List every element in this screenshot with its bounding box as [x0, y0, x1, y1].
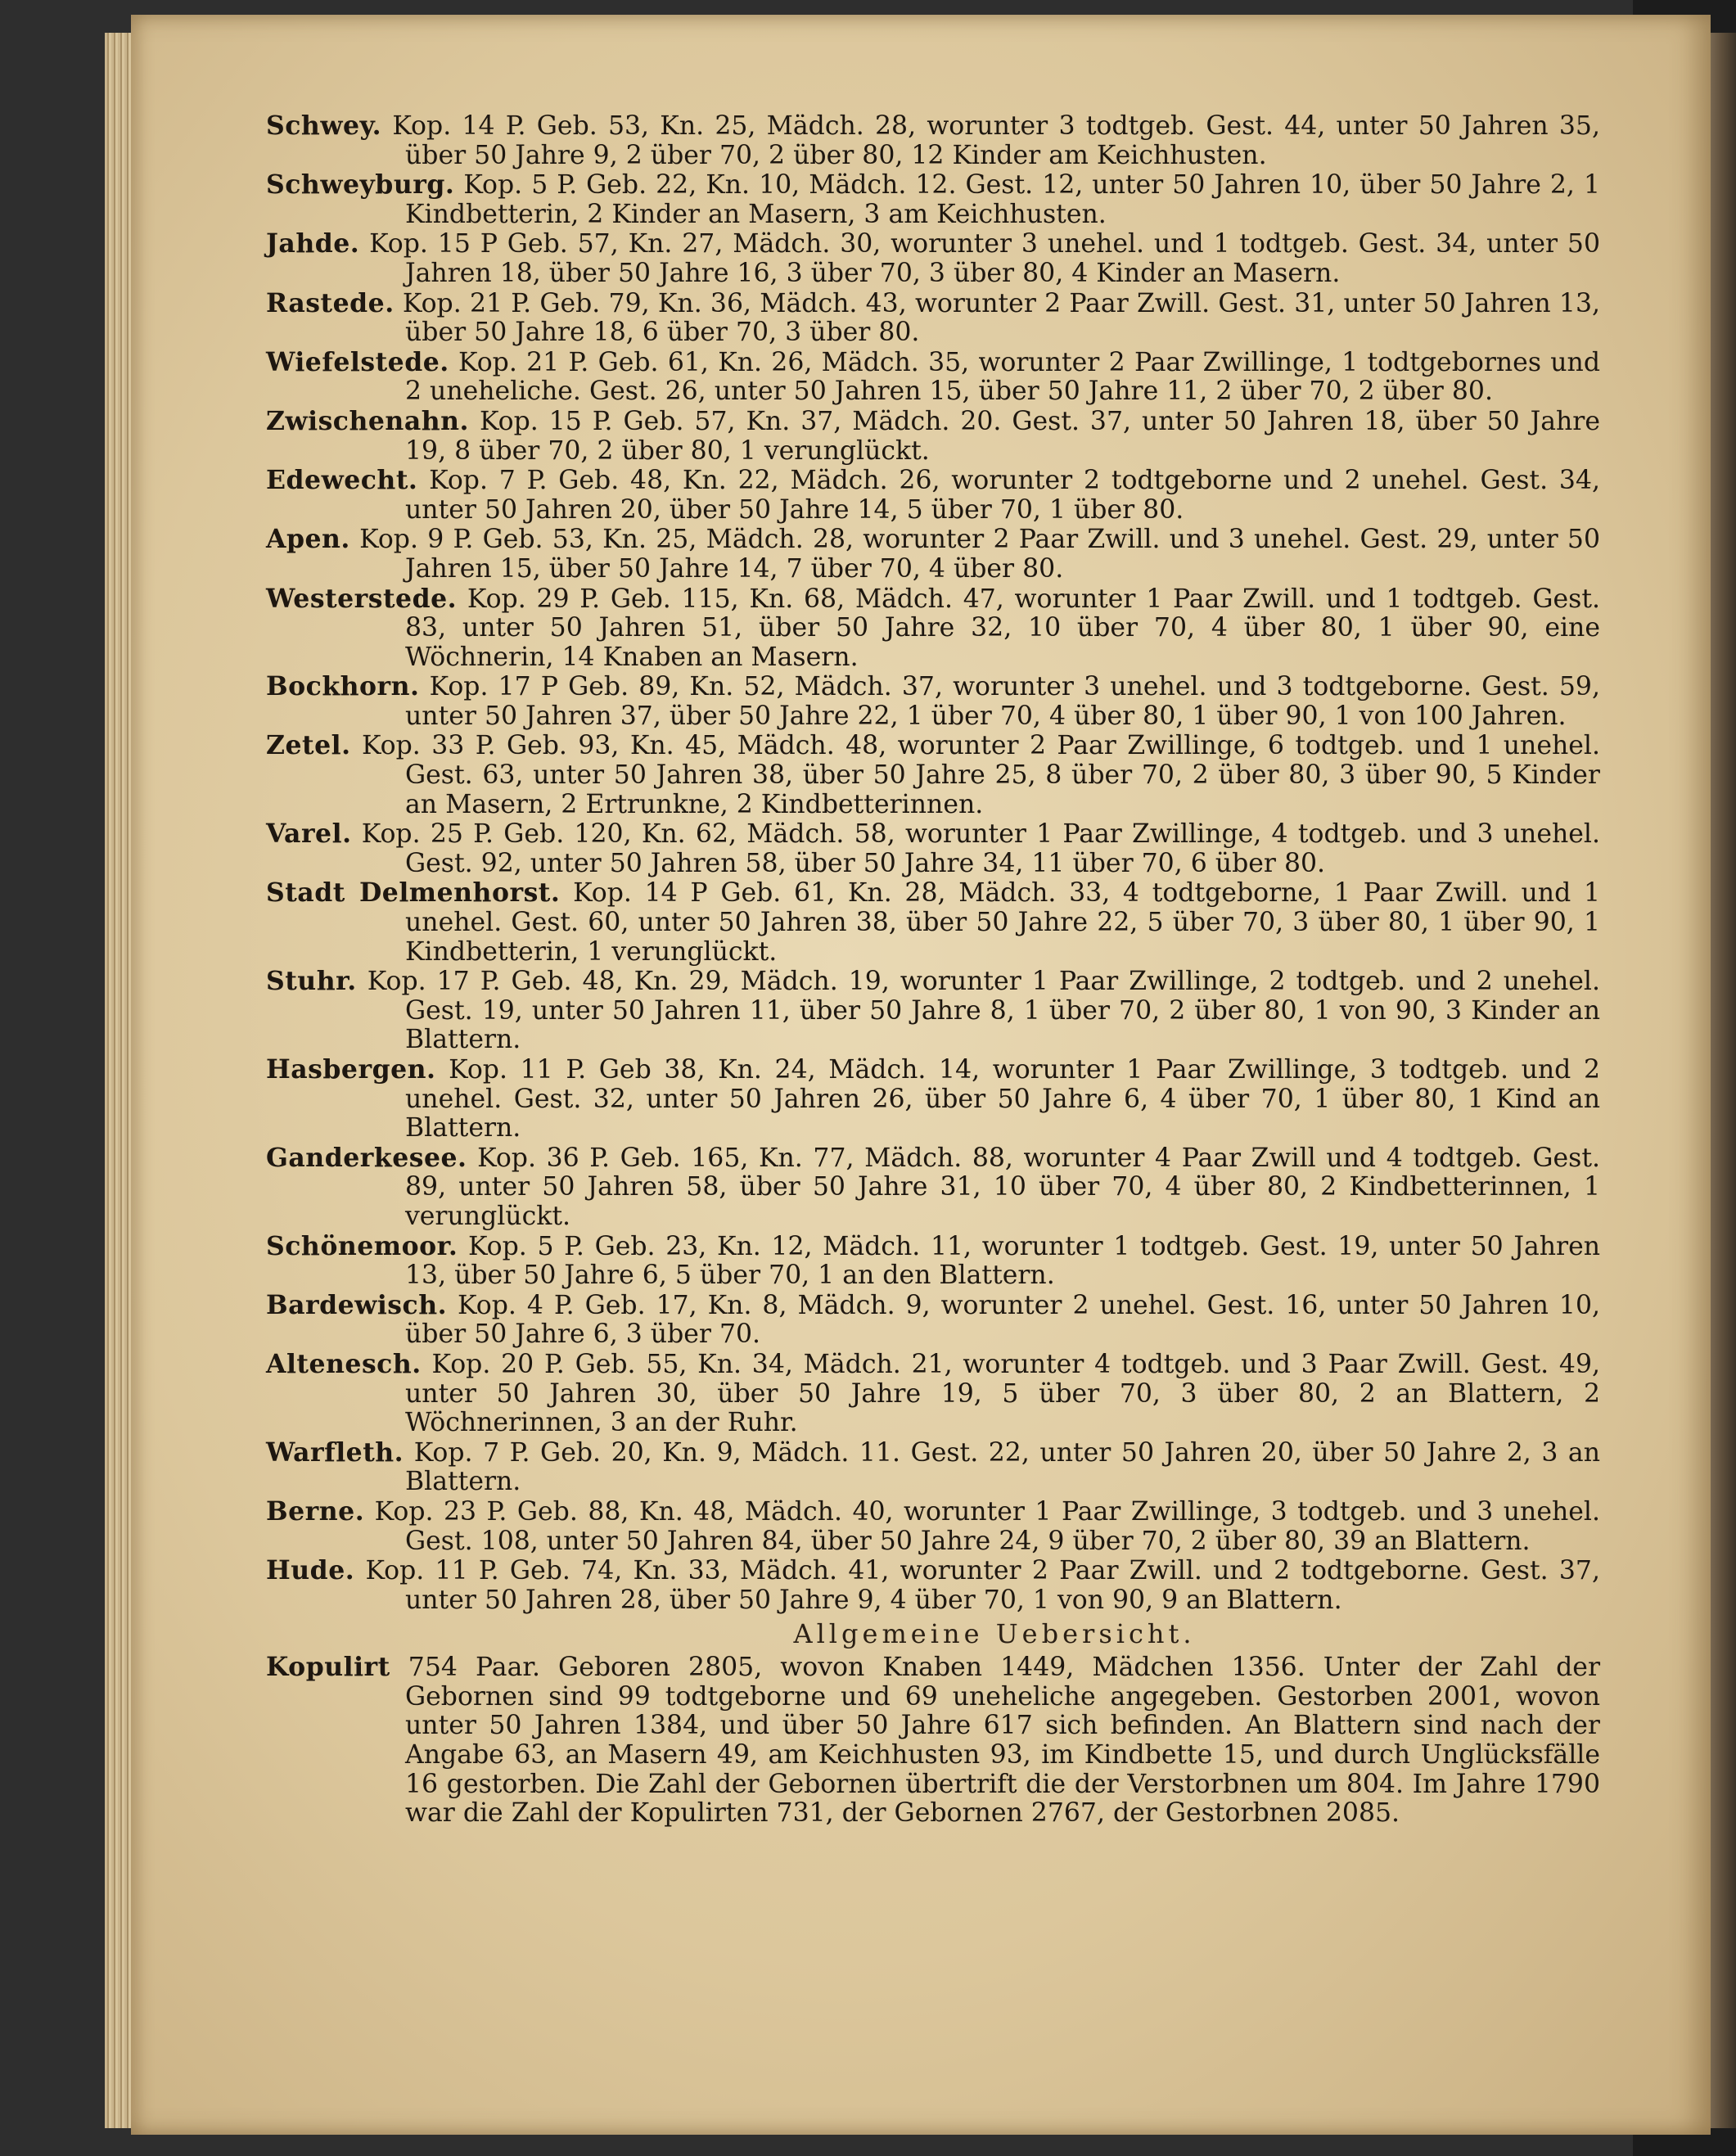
parish-name: Schweyburg. — [266, 169, 455, 201]
parish-name: Varel. — [266, 819, 352, 850]
parish-entry — [266, 170, 1600, 229]
parish-entries — [266, 111, 1600, 1829]
parish-stats: Kop. 17 P. Geb. 48, Kn. 29, Mädch. 19, worunter 1 Paar Zwillinge, 2 todtgeb. und 2 unehel. Gest. 19, unter 50 Jahren 11, über 50 Jahre 8, 1 über 70, 2 über 80, 1 von 90, 3 Kinder an Blattern. — [367, 967, 1600, 1055]
parish-stats: Kop. 17 P Geb. 89, Kn. 52, Mädch. 37, worunter 3 unehel. und 3 todtgeborne. Gest. 59, unter 50 Jahren 37, über 50 Jahre 22, 1 über 70, 4 über 80, 1 über 90, 1 von 100 Jahren. — [405, 672, 1600, 731]
parish-stats: Kop. 33 P. Geb. 93, Kn. 45, Mädch. 48, worunter 2 Paar Zwillinge, 6 todtgeb. und 1 unehel. Gest. 63, unter 50 Jahren 38, über 50 Jahre 25, 8 über 70, 2 über 80, 3 über 90, 5 Kinder an Masern, 2 Ertrunkne, 2 Kindbetterinnen. — [361, 731, 1601, 819]
parish-name: Apen. — [266, 524, 350, 555]
parish-stats: Kop. 21 P. Geb. 79, Kn. 36, Mädch. 43, worunter 2 Paar Zwill. Gest. 31, unter 50 Jahren 13, über 50 Jahre 18, 6 über 70, 3 über 80. — [402, 288, 1600, 348]
parish-entry — [266, 967, 1600, 1055]
parish-entry — [266, 229, 1600, 288]
parish-entry — [266, 525, 1600, 584]
parish-name: Stuhr. — [266, 966, 357, 997]
parish-stats: Kop. 29 P. Geb. 115, Kn. 68, Mädch. 47, worunter 1 Paar Zwill. und 1 todtgeb. Gest. 83, unter 50 Jahren 51, über 50 Jahre 32, 10 über 70, 4 über 80, 1 über 90, eine Wöchnerin, 14 Knaben an Masern. — [405, 584, 1600, 672]
parish-name: Edewecht. — [266, 465, 418, 496]
parish-entry — [266, 819, 1600, 878]
parish-entry — [266, 1438, 1600, 1497]
parish-name: Wiefelstede. — [266, 346, 449, 377]
parish-entry — [266, 878, 1600, 967]
parish-entry — [266, 111, 1600, 170]
parish-name: Hude. — [266, 1555, 355, 1586]
parish-stats: Kop. 5 P. Geb. 22, Kn. 10, Mädch. 12. Gest. 12, unter 50 Jahren 10, über 50 Jahre 2, 1 Kindbetterin, 2 Kinder an Masern, 3 am Keichhusten. — [405, 170, 1601, 229]
parish-entry — [266, 1556, 1600, 1615]
parish-entry — [266, 1350, 1600, 1438]
parish-name: Hasbergen. — [266, 1054, 436, 1085]
parish-stats: Kop. 25 P. Geb. 120, Kn. 62, Mädch. 58, worunter 1 Paar Zwillinge, 4 todtgeb. und 3 unehel. Gest. 92, unter 50 Jahren 58, über 50 Jahre 34, 11 über 70, 6 über 80. — [361, 819, 1600, 878]
parish-stats: Kop. 36 P. Geb. 165, Kn. 77, Mädch. 88, worunter 4 Paar Zwill und 4 todtgeb. Gest. 89, unter 50 Jahren 58, über 50 Jahre 31, 10 über 70, 4 über 80, 2 Kindbetterinnen, 1 verunglückt. — [405, 1143, 1600, 1231]
parish-entry — [266, 672, 1600, 731]
parish-name: Stadt Delmenhorst. — [266, 877, 561, 909]
parish-stats: Kop. 23 P. Geb. 88, Kn. 48, Mädch. 40, worunter 1 Paar Zwillinge, 3 todtgeb. und 3 unehel. Gest. 108, unter 50 Jahren 84, über 50 Jahre 24, 9 über 70, 2 über 80, 39 an Blattern. — [374, 1496, 1601, 1556]
parish-name: Ganderkesee. — [266, 1142, 467, 1173]
parish-entry — [266, 584, 1600, 673]
parish-stats: Kop. 11 P. Geb. 74, Kn. 33, Mädch. 41, worunter 2 Paar Zwill. und 2 todtgeborne. Gest. 37, unter 50 Jahren 28, über 50 Jahre 9, 4 über 70, 1 von 90, 9 an Blattern. — [365, 1556, 1600, 1615]
summary-heading: Allgemeine Uebersicht. — [793, 1618, 1196, 1650]
parish-entry — [266, 1143, 1600, 1232]
parish-name: Bockhorn. — [266, 671, 420, 702]
parish-stats: Kop. 15 P. Geb. 57, Kn. 37, Mädch. 20. Gest. 37, unter 50 Jahren 18, über 50 Jahre 19, 8 über 70, 2 über 80, 1 verunglückt. — [405, 406, 1600, 466]
parish-name: Zwischenahn. — [266, 405, 470, 436]
parish-stats: Kop. 9 P. Geb. 53, Kn. 25, Mädch. 28, worunter 2 Paar Zwill. und 3 unehel. Gest. 29, unter 50 Jahren 15, über 50 Jahre 14, 7 über 70, 4 über 80. — [359, 525, 1600, 584]
parish-entry — [266, 466, 1600, 525]
parish-name: Bardewisch. — [266, 1289, 448, 1320]
parish-stats: Kop. 15 P Geb. 57, Kn. 27, Mädch. 30, worunter 3 unehel. und 1 todtgeb. Gest. 34, unter 50 Jahren 18, über 50 Jahre 16, 3 über 70, 3 über 80, 4 Kinder an Masern. — [369, 229, 1601, 288]
parish-stats: Kop. 7 P. Geb. 48, Kn. 22, Mädch. 26, worunter 2 todtgeborne und 2 unehel. Gest. 34, unter 50 Jahren 20, über 50 Jahre 14, 5 über 70, 1 über 80. — [405, 466, 1600, 525]
parish-stats: Kop. 14 P. Geb. 53, Kn. 25, Mädch. 28, worunter 3 todtgeb. Gest. 44, unter 50 Jahren 35, über 50 Jahre 9, 2 über 70, 2 über 80, 12 Kinder am Keichhusten. — [392, 111, 1600, 170]
parish-stats: Kop. 5 P. Geb. 23, Kn. 12, Mädch. 11, worunter 1 todtgeb. Gest. 19, unter 50 Jahren 13, über 50 Jahre 6, 5 über 70, 1 an den Blattern. — [405, 1231, 1601, 1291]
parish-entry — [266, 348, 1600, 407]
parish-name: Rastede. — [266, 287, 395, 318]
parish-entry — [266, 731, 1600, 819]
parish-entry — [266, 1055, 1600, 1143]
parish-stats: Kop. 4 P. Geb. 17, Kn. 8, Mädch. 9, worunter 2 unehel. Gest. 16, unter 50 Jahren 10, über 50 Jahre 6, 3 über 70. — [405, 1290, 1601, 1350]
parish-name: Schönemoor. — [266, 1230, 458, 1261]
parish-entry — [266, 1291, 1600, 1350]
parish-entry — [266, 1497, 1600, 1556]
parish-stats: Kop. 21 P. Geb. 61, Kn. 26, Mädch. 35, worunter 2 Paar Zwillinge, 1 todtgebornes und 2 uneheliche. Gest. 26, unter 50 Jahren 15, über 50 Jahre 11, 2 über 70, 2 über 80. — [405, 347, 1600, 407]
summary-lead: Kopulirt — [266, 1652, 390, 1683]
parish-stats: Kop. 7 P. Geb. 20, Kn. 9, Mädch. 11. Gest. 22, unter 50 Jahren 20, über 50 Jahre 2, 3 an Blattern. — [405, 1437, 1600, 1497]
parish-name: Zetel. — [266, 730, 351, 761]
parish-entry — [266, 407, 1600, 466]
parish-entry — [266, 289, 1600, 348]
parish-name: Schwey. — [266, 111, 382, 141]
parish-entry — [266, 1232, 1600, 1291]
parish-name: Altenesch. — [266, 1348, 422, 1379]
parish-stats: Kop. 11 P. Geb 38, Kn. 24, Mädch. 14, worunter 1 Paar Zwillinge, 3 todtgeb. und 2 unehel. Gest. 32, unter 50 Jahren 26, über 50 Jahre 6, 4 über 70, 1 über 80, 1 Kind an Blattern. — [405, 1055, 1600, 1143]
summary-text: 754 Paar. Geboren 2805, wovon Knaben 1449, Mädchen 1356. Unter der Zahl der Gebornen sind 99 todtgeborne und 69 uneheliche angegeben. Gestorben 2001, wovon unter 50 Jahren 1384, und über 50 Jahre 617 sich befinden. An Blattern sind nach der Angabe 63, an Masern 49, am Keichhusten 93, im Kindbette 15, und durch Unglücksfälle 16 gestorben. Die Zahl der Gebornen übertrift die der Verstorbnen um 804. Im Jahre 1790 war die Zahl der Kopulirten 731, der Gebornen 2767, der Gestorbnen 2085. — [405, 1653, 1601, 1829]
parish-name: Berne. — [266, 1495, 365, 1527]
parish-stats: Kop. 20 P. Geb. 55, Kn. 34, Mädch. 21, worunter 4 todtgeb. und 3 Paar Zwill. Gest. 49, unter 50 Jahren 30, über 50 Jahre 19, 5 über 70, 3 über 80, 2 an Blattern, 2 Wöchnerinnen, 3 an der Ruhr. — [405, 1349, 1600, 1438]
parish-name: Warfleth. — [266, 1437, 404, 1468]
parish-name: Westerstede. — [266, 583, 458, 614]
summary-paragraph — [266, 1653, 1600, 1829]
parish-name: Jahde. — [266, 228, 360, 259]
parish-stats: Kop. 14 P Geb. 61, Kn. 28, Mädch. 33, 4 todtgeborne, 1 Paar Zwill. und 1 unehel. Gest. 60, unter 50 Jahren 38, über 50 Jahre 22, 5 über 70, 3 über 80, 1 über 90, 1 Kindbetterin, 1 verunglückt. — [405, 878, 1601, 967]
